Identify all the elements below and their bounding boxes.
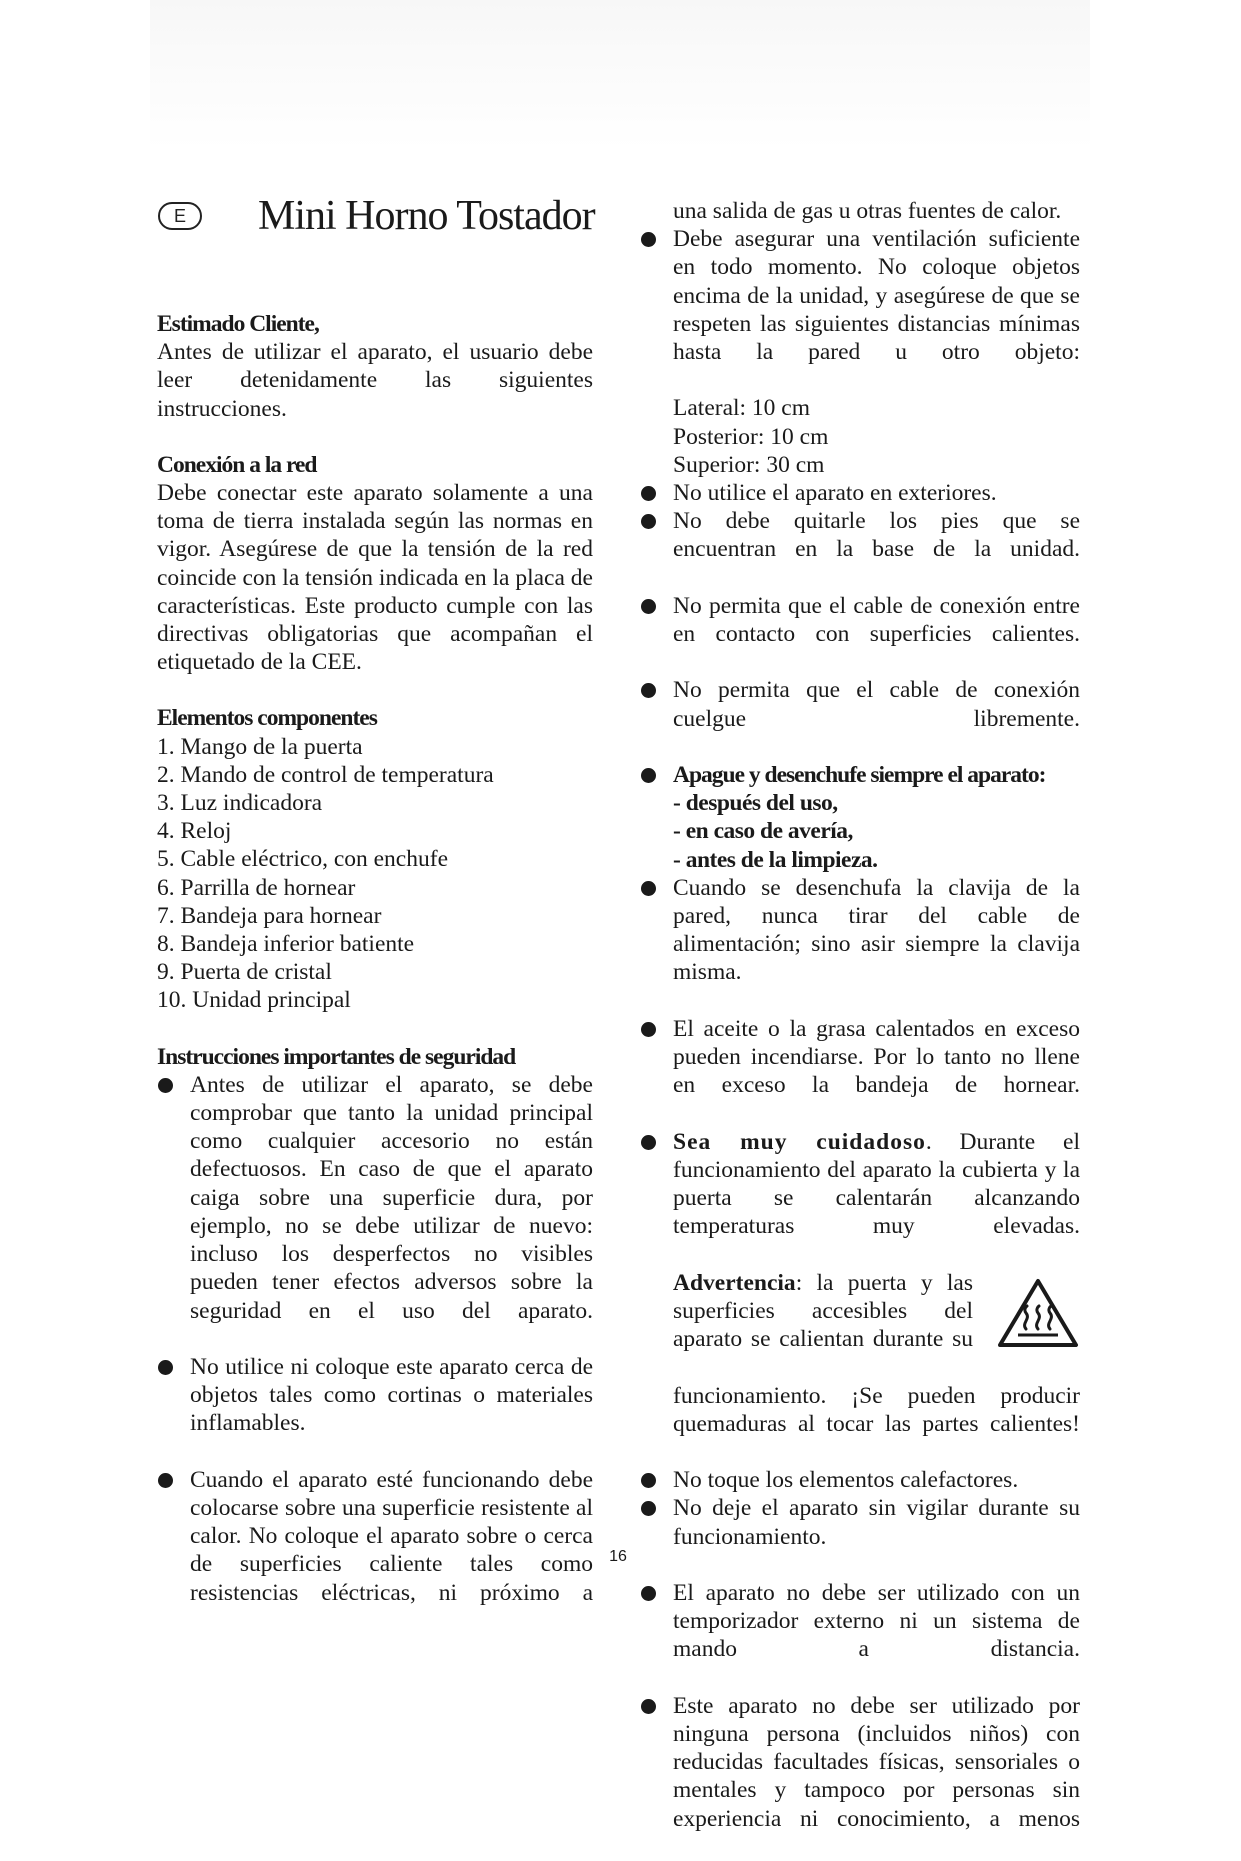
warning-continuation: funcionamiento. ¡Se pueden producir quemaduras al tocar las partes calientes! <box>673 1382 1080 1437</box>
unplug-item: - después del uso, <box>673 790 838 817</box>
component-item: 4. Reloj <box>157 818 232 845</box>
connection-text: Debe conectar este aparato solamente a una toma de tierra instalada según las normas en vigor. Asegúrese de que la tensión de la red coincide con la tensión indicada en la placa de características. Este producto cumple con las directivas obligatorias que acompañan el etiquetado de la CEE. <box>157 480 593 676</box>
connection-heading: Conexión a la red <box>157 451 317 478</box>
component-item: 9. Puerta de cristal <box>157 959 332 986</box>
unplug-item: - en caso de avería, <box>673 818 853 845</box>
component-item: 3. Luz indicadora <box>157 790 323 817</box>
safety-item-cable-hang: No permita que el cable de conexión cuelgue libremente. <box>640 676 1080 761</box>
left-column <box>157 310 593 1635</box>
distance-superior: Superior: 30 cm <box>673 451 825 478</box>
safety-item-timer: El aparato no debe ser utilizado con un temporizador externo ni un sistema de mando a distancia. <box>640 1579 1080 1692</box>
safety-item-feet: No debe quitarle los pies que se encuentran en la base de la unidad. <box>640 507 1080 592</box>
page-number: 16 <box>609 1548 627 1565</box>
safety-item-unattended: No deje el aparato sin vigilar durante su funcionamiento. <box>640 1494 1080 1579</box>
warning-bold: Advertencia <box>673 1269 796 1296</box>
distance-posterior: Posterior: 10 cm <box>673 423 829 450</box>
greeting-text: Antes de utilizar el aparato, el usuario debe leer detenidamente las siguientes instrucciones. <box>157 339 593 422</box>
component-item: 5. Cable eléctrico, con enchufe <box>157 846 448 873</box>
components-list <box>157 733 593 1015</box>
warning-body: : la puerta y las superficies accesibles del aparato se calientan durante su <box>673 1269 973 1353</box>
safety-item-outdoors: No utilice el aparato en exteriores. <box>640 479 1080 507</box>
careful-bold: Sea muy cuidadoso <box>673 1128 926 1155</box>
unplug-heading: Apague y desenchufe siempre el aparato: <box>640 761 1080 789</box>
components-heading: Elementos componentes <box>157 705 377 732</box>
component-item: 10. Unidad principal <box>157 987 351 1014</box>
safety-item-cable-contact: No permita que el cable de conexión entre en contacto con superficies calientes. <box>640 592 1080 677</box>
safety-item-ventilation: Debe asegurar una ventilación suficiente en todo momento. No coloque objetos encima de la unidad, y asegúrese de que se respeten las siguientes distancias mínimas hasta la pared u otro objeto: <box>640 225 1080 394</box>
safety-item-persons: Este aparato no debe ser utilizado por ninguna persona (incluidos niños) con reducidas facultades físicas, sensoriales o mentales y tampoco por personas sin experiencia ni conocimiento, a menos <box>640 1692 1080 1861</box>
safety-item: Antes de utilizar el aparato, se debe comprobar que tanto la unidad principal como cualquier accesorio no están defectuosos. En caso de que el aparato caiga sobre una superficie dura, por ejemplo, no se debe utilizar de nuevo: incluso los desperfectos no visibles pueden tener efectos adversos sobre la seguridad en el uso del aparato. <box>157 1071 593 1353</box>
right-column <box>640 197 1080 1861</box>
component-item: 1. Mango de la puerta <box>157 733 363 760</box>
continuation-text: una salida de gas u otras fuentes de calor. <box>673 198 1062 224</box>
page-shade <box>150 0 1090 150</box>
page-title: Mini Horno Tostador <box>258 193 595 239</box>
safety-item-oil: El aceite o la grasa calentados en exceso pueden incendiarse. Por lo tanto no llene en exceso la bandeja de hornear. <box>640 1015 1080 1128</box>
unplug-item: - antes de la limpieza. <box>673 846 878 873</box>
safety-item-careful <box>640 1128 1080 1269</box>
safety-item-heating: No toque los elementos calefactores. <box>640 1466 1080 1494</box>
component-item: 7. Bandeja para hornear <box>157 902 382 929</box>
safety-heading: Instrucciones importantes de seguridad <box>157 1043 516 1070</box>
safety-item: Cuando el aparato esté funcionando debe colocarse sobre una superficie resistente al calor. No coloque el aparato sobre o cerca de superficies caliente tales como resistencias eléctricas, ni próximo a <box>157 1466 593 1635</box>
language-badge: E <box>158 202 202 230</box>
hot-surface-icon <box>996 1277 1080 1349</box>
component-item: 2. Mando de control de temperatura <box>157 761 494 788</box>
careful-text: . Durante el funcionamiento del aparato la cubierta y la puerta se calentarán alcanzando temperaturas muy elevadas. <box>673 1128 1080 1240</box>
distance-lateral: Lateral: 10 cm <box>673 395 811 422</box>
component-item: 6. Parrilla de hornear <box>157 874 356 901</box>
safety-item: No utilice ni coloque este aparato cerca de objetos tales como cortinas o materiales inflamables. <box>157 1353 593 1466</box>
warning-text <box>673 1269 973 1382</box>
component-item: 8. Bandeja inferior batiente <box>157 931 415 958</box>
greeting-heading: Estimado Cliente, <box>157 311 319 337</box>
warning-block <box>640 1269 1080 1466</box>
safety-item-unplug-cable: Cuando se desenchufa la clavija de la pared, nunca tirar del cable de alimentación; sino asir siempre la clavija misma. <box>640 874 1080 1015</box>
